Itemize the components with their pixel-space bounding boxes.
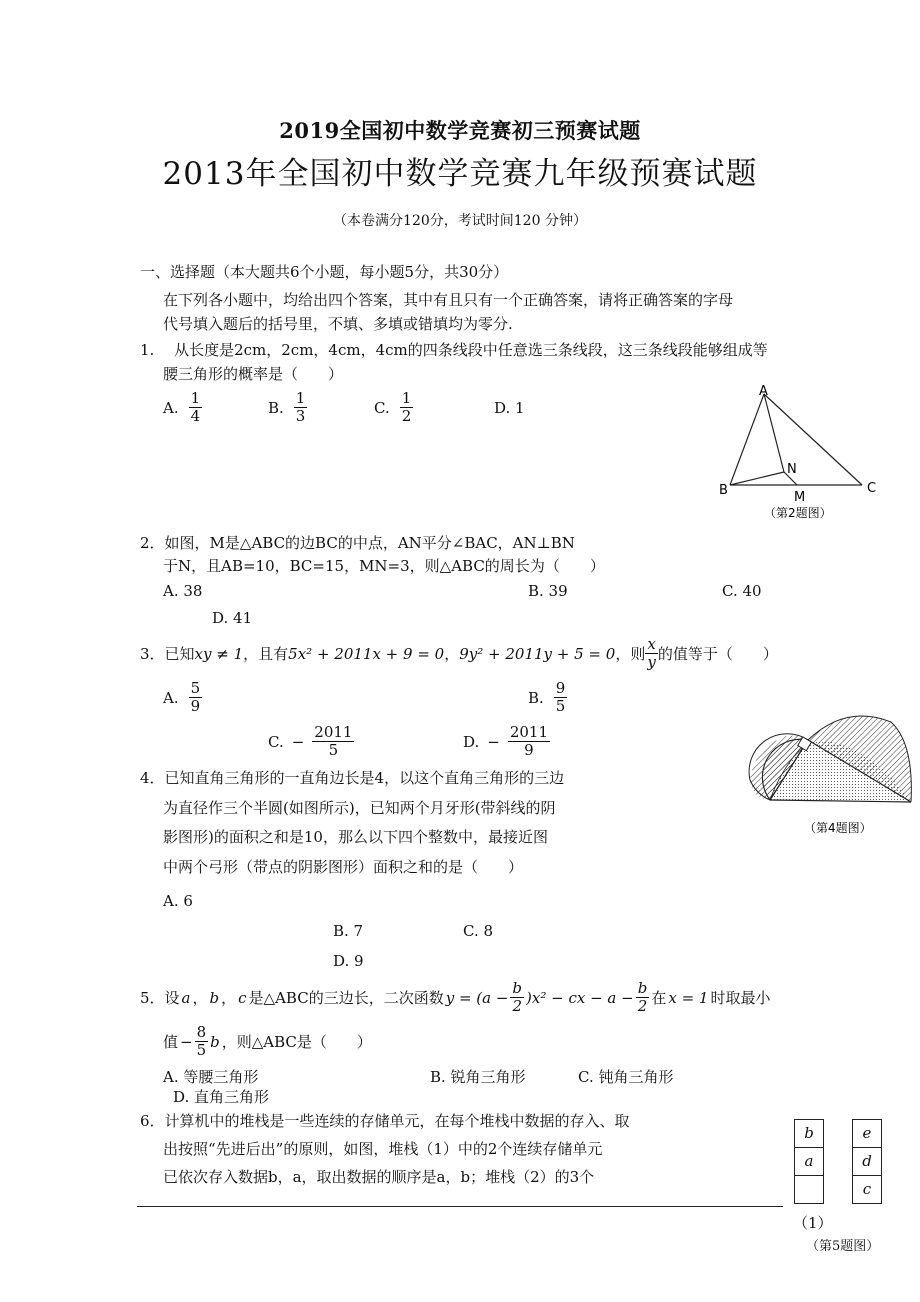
q4-line-4: 中两个弓形（带点的阴影图形）面积之和的是（ ） (163, 858, 524, 876)
q4-option-b: B. 7 (333, 922, 364, 940)
q3-option-b-fraction (554, 680, 568, 715)
q1-b-den: 3 (295, 407, 306, 425)
q3-ratio-den: y (647, 653, 656, 671)
q5-var-c: c (238, 988, 247, 1007)
fig2-label-n: N (787, 462, 797, 477)
q6-line-3: 已依次存入数据b，a，取出数据的顺序是a，b；堆栈（2）的3个 (163, 1168, 595, 1186)
stack-2-cell: c (862, 1180, 872, 1198)
q3-option-d-minus: − (487, 732, 500, 751)
q5-option-c: C. 钝角三角形 (578, 1068, 674, 1086)
q2-option-d: D. 41 (212, 609, 253, 627)
title-main: 2013年全国初中数学竞赛九年级预赛试题 (162, 156, 758, 192)
stack-1-cell: a (795, 1148, 823, 1176)
q5-option-d: D. 直角三角形 (173, 1088, 270, 1106)
q3-equation-2: 9y² + 2011y + 5 = 0 (459, 644, 616, 663)
q3-a-num: 5 (190, 679, 201, 697)
q3-option-d (463, 724, 550, 759)
q5-min-num: 8 (196, 1023, 207, 1041)
q5-neg: − (180, 1032, 193, 1051)
q1-line-2: 腰三角形的概率是（ ） (163, 365, 344, 383)
fig2-label-b: B (719, 483, 728, 498)
section-heading: 一、选择题（本大题共6个小题，每小题5分，共30分） (140, 263, 509, 281)
figure-4-semicircles (746, 708, 916, 838)
q5-x-eq: x = 1 (668, 988, 709, 1007)
figure-2-triangle (712, 384, 882, 524)
q3-separator: ， (444, 644, 460, 663)
q5-line2-tail: ，则△ABC是（ ） (221, 1032, 372, 1051)
q5-min-den: 5 (196, 1041, 207, 1059)
q3-a-den: 9 (190, 697, 201, 715)
q5-at: 在 (651, 988, 667, 1007)
q5-func-pre: y = (a − (445, 988, 509, 1007)
q1-c-num: 1 (401, 389, 412, 407)
q3-ratio-fraction (645, 636, 657, 671)
q3-mid-2: ，则 (615, 644, 646, 663)
q4-line-3: 影图形)的面积之和是10，那么以下四个整数中，最接近图 (163, 828, 548, 846)
q5-comma-1: ， (192, 988, 208, 1007)
q3-c-den: 5 (328, 741, 339, 759)
stack-1-cell (795, 1176, 823, 1203)
q3-lead: 3．已知 (140, 644, 195, 663)
q5-half-num-2: b (637, 979, 648, 997)
q1-b-num: 1 (295, 389, 306, 407)
q4-option-c: C. 8 (463, 922, 494, 940)
stack-1 (794, 1119, 824, 1204)
q3-option-d-label: D. (463, 732, 480, 751)
q3-option-a-fraction (189, 680, 203, 715)
q3-d-num: 2011 (509, 723, 549, 741)
q5-option-a: A. 等腰三角形 (163, 1068, 259, 1086)
q3-option-d-fraction (508, 724, 550, 759)
q1-option-a-label: A. (163, 398, 179, 417)
q2-option-b: B. 39 (528, 582, 568, 600)
q1-option-b-fraction (294, 390, 308, 425)
q3-option-c-minus: − (291, 732, 305, 751)
q5-var-a: a (181, 988, 191, 1007)
q4-option-d: D. 9 (333, 952, 364, 970)
q1-option-d: D. 1 (494, 399, 525, 417)
q5-line2-b: b (210, 1032, 220, 1051)
q3-option-b (528, 680, 567, 715)
q2-option-a: A. 38 (163, 582, 203, 600)
q3-option-c-fraction (312, 724, 354, 759)
q5-stem (140, 980, 770, 1015)
q2-option-c: C. 40 (722, 582, 762, 600)
q3-ratio-num: x (647, 635, 656, 653)
page-rule (137, 1206, 783, 1207)
stack-1-cell: b (795, 1120, 823, 1148)
q3-tail: 的值等于（ ） (657, 644, 778, 663)
stack-2-cell: e (853, 1120, 881, 1148)
q6-line-1: 6．计算机中的堆栈是一些连续的存储单元，在每个堆栈中数据的存入、取 (140, 1112, 630, 1130)
fig5-caption: （第5题图） (806, 1239, 880, 1254)
q3-d-den: 9 (524, 741, 534, 759)
q1-option-a-fraction (189, 390, 203, 425)
q5-line2-pre: 值 (163, 1032, 179, 1051)
q5-min-fraction (195, 1024, 209, 1059)
q5-half-fraction-2 (636, 980, 650, 1015)
q3-option-b-label: B. (528, 688, 544, 707)
title-top: 2019全国初中数学竞赛初三预赛试题 (279, 118, 641, 143)
q1-option-c (374, 390, 413, 425)
q5-half-den-1: 2 (512, 997, 522, 1015)
fig2-label-a: A (759, 384, 768, 399)
q6-line-2: 出按照“先进后出”的原则，如图，堆栈（1）中的2个连续存储单元 (163, 1140, 603, 1158)
q5-half-den-2: 2 (637, 997, 648, 1015)
q3-option-c-label: C. (268, 732, 284, 751)
q5-line-2 (163, 1024, 372, 1059)
q5-lead: 5．设 (140, 988, 180, 1007)
q4-line-1: 4．已知直角三角形的一直角边长是4，以这个直角三角形的三边 (140, 769, 565, 787)
q3-option-a-label: A. (163, 688, 179, 707)
q3-mid-1: ，且有 (243, 644, 289, 663)
instruction-line-1: 在下列各小题中，均给出四个答案，其中有且只有一个正确答案，请将正确答案的字母 (163, 291, 734, 309)
q2-line-1: 2．如图，M是△ABC的边BC的中点，AN平分∠BAC，AN⊥BN (140, 534, 575, 552)
fig5-stack-label: （1） (793, 1214, 833, 1232)
q1-option-a (163, 390, 202, 425)
exam-note: （本卷满分120分，考试时间120 分钟） (333, 213, 587, 229)
q4-option-a: A. 6 (163, 892, 193, 910)
q3-c-num: 2011 (314, 723, 353, 741)
q2-line-2: 于N，且AB=10，BC=15，MN=3，则△ABC的周长为（ ） (163, 557, 605, 575)
q5-option-b: B. 锐角三角形 (430, 1068, 526, 1086)
q5-comma-2: ， (221, 988, 237, 1007)
q3-b-den: 5 (555, 697, 566, 715)
q5-tail: 时取最小 (710, 988, 771, 1007)
fig4-caption: （第4题图） (804, 821, 872, 835)
q3-b-num: 9 (555, 679, 566, 697)
stack-2 (852, 1119, 882, 1204)
q3-condition: xy ≠ 1 (194, 644, 244, 663)
q5-var-b: b (209, 988, 220, 1007)
fig2-label-c: C (867, 481, 877, 496)
q1-option-b (268, 390, 307, 425)
q5-half-fraction-1 (510, 980, 524, 1015)
q1-a-num: 1 (190, 389, 201, 407)
q1-option-c-fraction (400, 390, 414, 425)
q3-option-c (268, 724, 354, 759)
q5-half-num-1: b (512, 979, 523, 997)
q3-equation-1: 5x² + 2011x + 9 = 0 (288, 644, 445, 663)
stack-2-cell: d (853, 1148, 881, 1176)
q1-a-den: 4 (190, 407, 201, 425)
q1-option-b-label: B. (268, 398, 284, 417)
instruction-line-2: 代号填入题后的括号里，不填、多填或错填均为零分. (163, 315, 513, 333)
q1-c-den: 2 (401, 407, 412, 425)
q5-func-mid: )x² − cx − a − (526, 988, 634, 1007)
q5-mid: 是△ABC的三边长，二次函数 (248, 988, 444, 1007)
q1-line-1: 1. 从长度是2cm，2cm，4cm，4cm的四条线段中任意选三条线段，这三条线段能够组成等 (140, 341, 768, 359)
fig2-caption: （第2题图） (764, 506, 832, 520)
q4-line-2: 为直径作三个半圆(如图所示)，已知两个月牙形(带斜线的阴 (163, 799, 556, 817)
fig2-label-m: M (794, 490, 806, 505)
q3-option-a (163, 680, 202, 715)
q1-option-c-label: C. (374, 398, 390, 417)
q3-stem (140, 636, 778, 671)
